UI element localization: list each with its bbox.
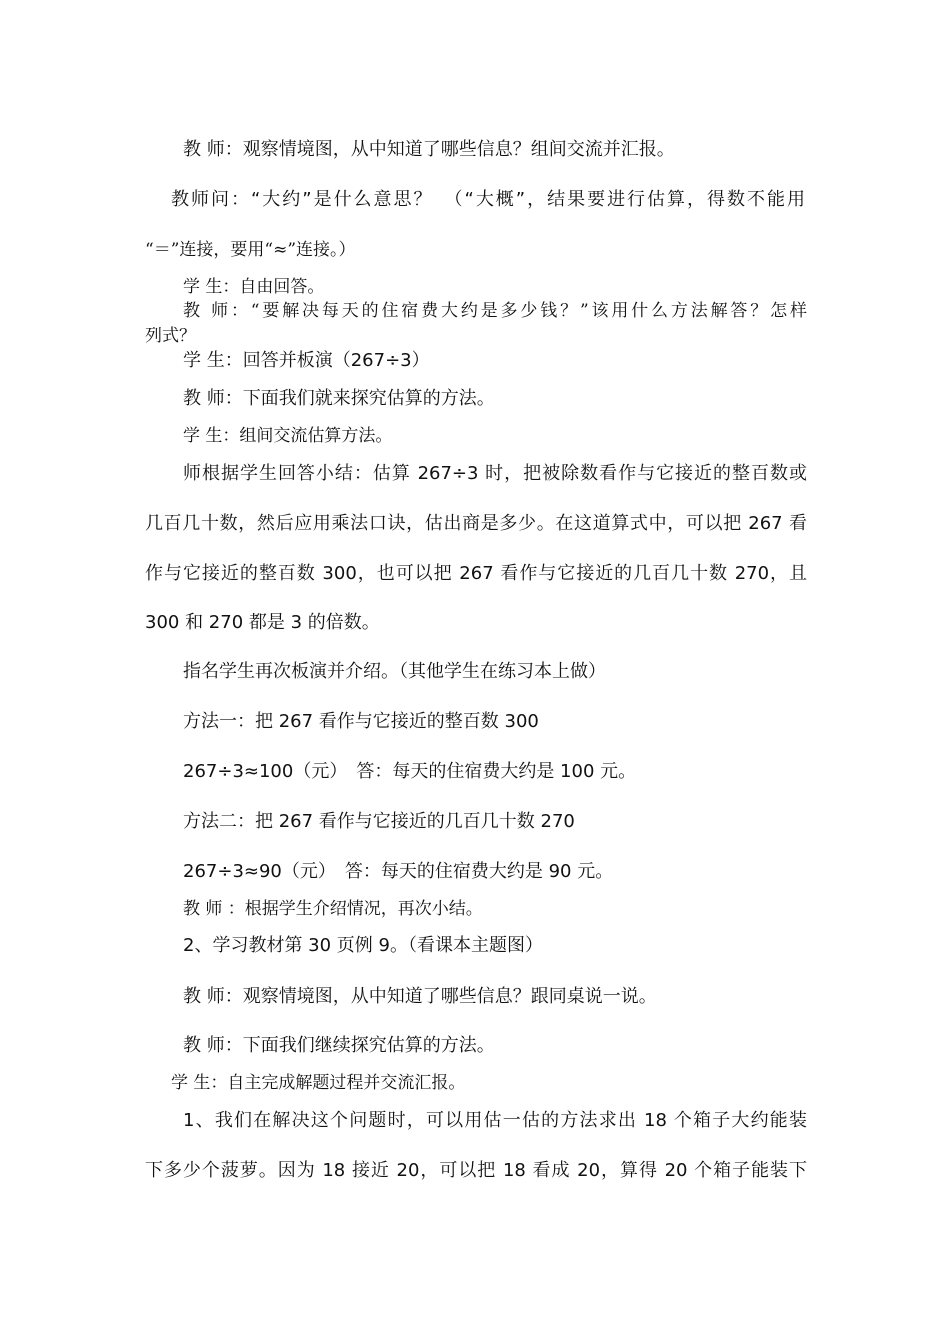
text-line: 1、我们在解决这个问题时，可以用估一估的方法求出 18 个箱子大约能装 <box>183 1110 807 1131</box>
text-line: 教 师：“要解决每天的住宿费大约是多少钱？”该用什么方法解答？怎样 <box>183 301 807 321</box>
text-line: 下多少个菠萝。因为 18 接近 20，可以把 18 看成 20，算得 20 个箱子能装下 <box>145 1160 807 1181</box>
text-line: 方法一：把 267 看作与它接近的整百数 300 <box>183 711 539 732</box>
text-line: 学 生：自主完成解题过程并交流汇报。 <box>171 1073 466 1093</box>
text-line: 267÷3≈90（元） 答：每天的住宿费大约是 90 元。 <box>183 861 614 882</box>
text-line: 教 师：观察情境图，从中知道了哪些信息？跟同桌说一说。 <box>183 986 657 1007</box>
text-line: 列式？ <box>145 326 196 346</box>
text-line: 指名学生再次板演并介绍。（其他学生在练习本上做） <box>183 661 606 682</box>
text-line: 学 生：回答并板演（267÷3） <box>183 350 430 371</box>
text-line: 作与它接近的整百数 300，也可以把 267 看作与它接近的几百几十数 270，且 <box>145 563 807 584</box>
text-line: 学 生：自由回答。 <box>183 277 325 297</box>
text-line: 教 师：下面我们就来探究估算的方法。 <box>183 388 495 409</box>
text-line: 2、学习教材第 30 页例 9。（看课本主题图） <box>183 935 543 956</box>
text-line: 教 师 ：根据学生介绍情况，再次小结。 <box>183 899 483 919</box>
text-line: 教 师：观察情境图，从中知道了哪些信息？组间交流并汇报。 <box>183 139 675 160</box>
text-line: “＝”连接，要用“≈”连接。） <box>145 240 356 260</box>
text-line: 几百几十数，然后应用乘法口诀，估出商是多少。在这道算式中，可以把 267 看 <box>145 513 807 534</box>
text-line: 教师问：“大约”是什么意思？ （“大概”，结果要进行估算，得数不能用 <box>171 189 805 210</box>
text-line: 方法二：把 267 看作与它接近的几百几十数 270 <box>183 811 575 832</box>
text-line: 学 生：组间交流估算方法。 <box>183 426 393 446</box>
text-line: 267÷3≈100（元） 答：每天的住宿费大约是 100 元。 <box>183 761 637 782</box>
text-line: 教 师：下面我们继续探究估算的方法。 <box>183 1035 495 1056</box>
text-line: 师根据学生回答小结：估算 267÷3 时，把被除数看作与它接近的整百数或 <box>183 463 807 484</box>
text-line: 300 和 270 都是 3 的倍数。 <box>145 612 380 633</box>
